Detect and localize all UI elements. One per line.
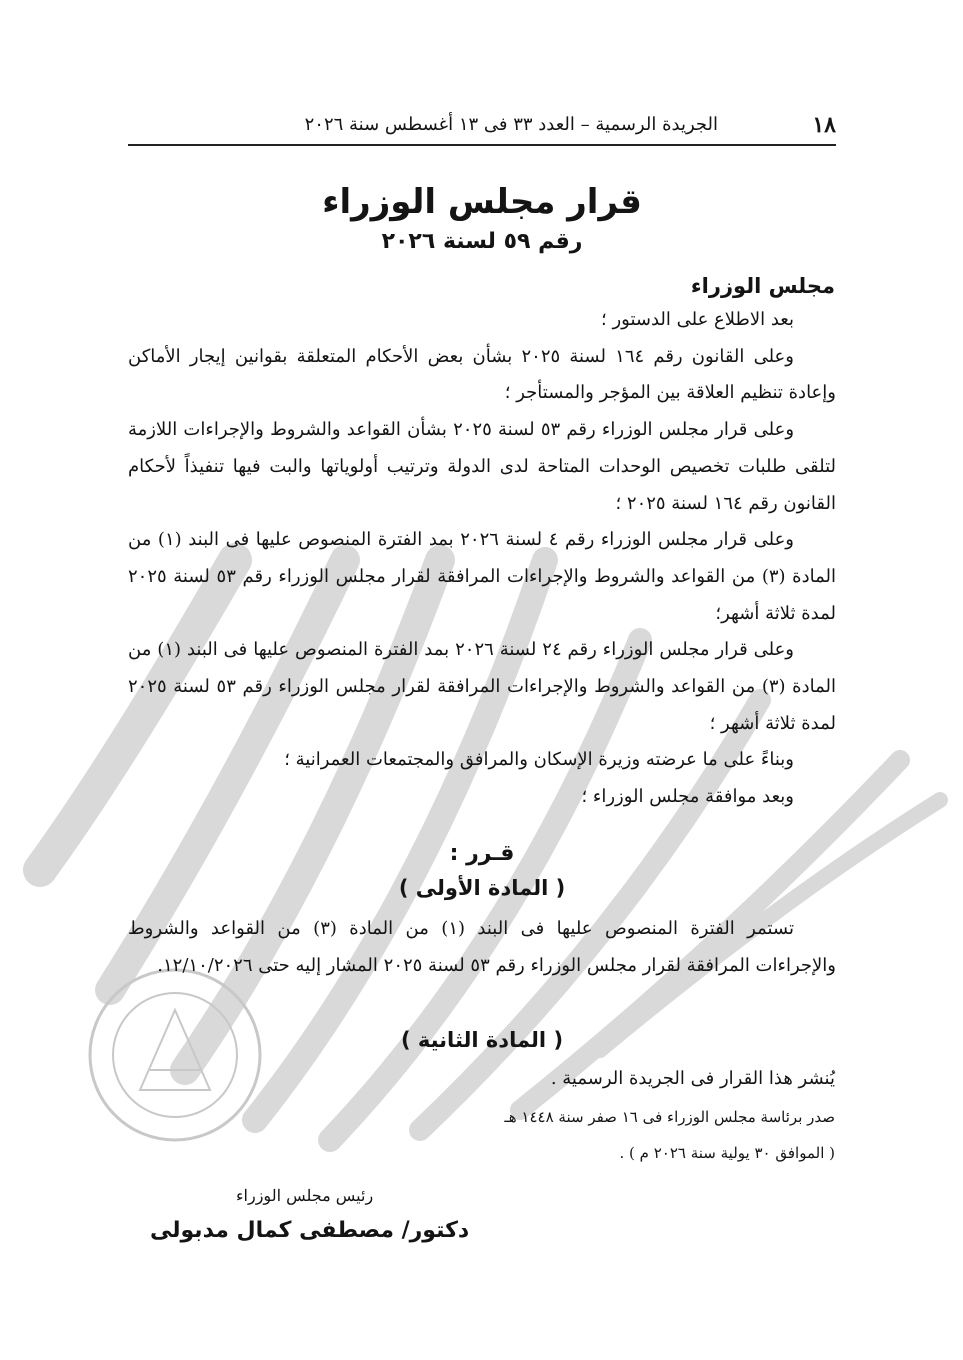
signatory-name: دكتور/ مصطفى كمال مدبولى	[150, 1218, 470, 1243]
preamble-paragraph: وعلى القانون رقم ١٦٤ لسنة ٢٠٢٥ بشأن بعض الأحكام المتعلقة بقوانين إيجار الأماكن وإعادة تنظيم العلاقة بين المؤجر والمستأجر ؛	[128, 345, 836, 404]
article-2-heading: ( المادة الثانية )	[400, 1028, 564, 1052]
issued-date-line: صدر برئاسة مجلس الوزراء فى ١٦ صفر سنة ١٤٤٨ هـ	[504, 1108, 835, 1126]
preamble-paragraph: وعلى قرار مجلس الوزراء رقم ٤ لسنة ٢٠٢٦ بمد الفترة المنصوص عليها فى البند (١) من المادة (٣) من القواعد والشروط والإجراءات المرافقة لقرار مجلس الوزراء رقم ٥٣ لسنة ٢٠٢٥ لمدة ثلاثة أشهر؛	[128, 529, 836, 624]
preamble-paragraph: وعلى قرار مجلس الوزراء رقم ٢٤ لسنة ٢٠٢٦ بمد الفترة المنصوص عليها فى البند (١) من المادة (٣) من القواعد والشروط والإجراءات المرافقة لقرار مجلس الوزراء رقم ٥٣ لسنة ٢٠٢٥ لمدة ثلاثة أشهر ؛	[128, 639, 836, 734]
article-2-text: يُنشر هذا القرار فى الجريدة الرسمية .	[550, 1068, 835, 1089]
preamble-paragraph: بعد الاطلاع على الدستور ؛	[601, 309, 794, 330]
gazette-issue-header: الجريدة الرسمية – العدد ٣٣ فى ١٣ أغسطس سنة ٢٠٢٦	[304, 114, 718, 135]
preamble-paragraph: وبناءً على ما عرضته وزيرة الإسكان والمرافق والمجتمعات العمرانية ؛	[284, 749, 794, 771]
preamble	[128, 302, 836, 816]
decree-number: رقم ٥٩ لسنة ٢٠٢٦	[381, 229, 583, 254]
decided-heading: قـرر :	[449, 841, 515, 866]
signatory-title: رئيس مجلس الوزراء	[236, 1186, 374, 1205]
running-header	[128, 110, 836, 146]
issuing-authority: مجلس الوزراء	[690, 274, 835, 298]
decree-title: قرار مجلس الوزراء	[322, 182, 642, 222]
page-number: ١٨	[812, 112, 836, 138]
article-1-text: تستمر الفترة المنصوص عليها فى البند (١) من المادة (٣) من القواعد والشروط والإجراءات المرافقة لقرار مجلس الوزراء رقم ٥٣ لسنة ٢٠٢٥ المشار إليه حتى ١٢/١٠/٢٠٢٦.	[128, 918, 836, 976]
corresponding-date-line: ( الموافق ٣٠ يولية سنة ٢٠٢٦ م ) .	[619, 1144, 835, 1162]
article-1-heading: ( المادة الأولى )	[398, 876, 566, 900]
preamble-paragraph: وعلى قرار مجلس الوزراء رقم ٥٣ لسنة ٢٠٢٥ بشأن القواعد والشروط والإجراءات اللازمة لتلقى طلبات تخصيص الوحدات المتاحة لدى الدولة وترتيب أولوياتها والبت فيها تنفيذاً لأحكام القانون رقم ١٦٤ لسنة ٢٠٢٥ ؛	[128, 419, 836, 514]
preamble-paragraph: وبعد موافقة مجلس الوزراء ؛	[581, 786, 794, 808]
